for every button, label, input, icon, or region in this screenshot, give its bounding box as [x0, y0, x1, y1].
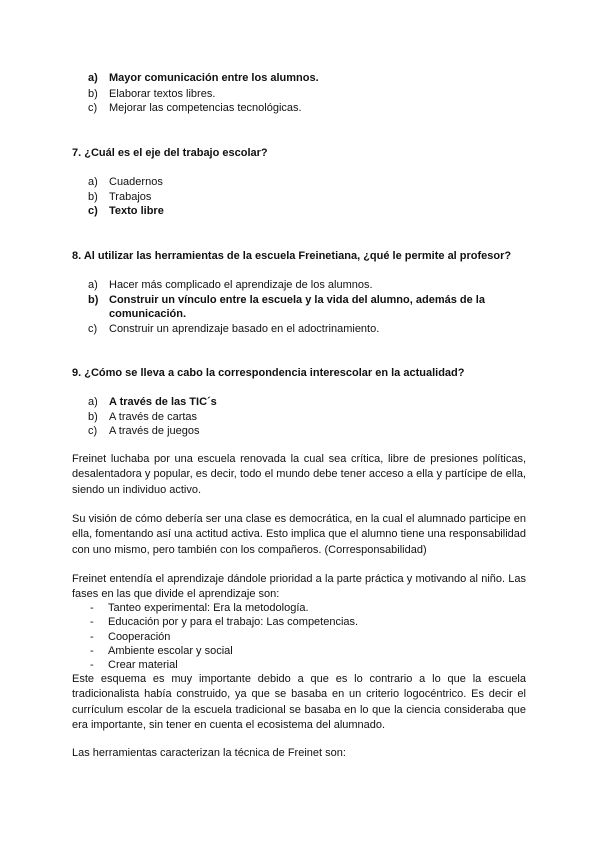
- q8-option-a-text: Hacer más complicado el aprendizaje de los alumnos.: [109, 279, 373, 291]
- phase-item: Cooperación: [108, 631, 171, 643]
- phase-bullet: -: [90, 616, 94, 628]
- phase-bullet: -: [90, 645, 94, 657]
- q9-option-a-letter: a): [88, 396, 98, 408]
- q6-option-c-text: Mejorar las competencias tecnológicas.: [109, 102, 302, 114]
- q7-option-a-letter: a): [88, 176, 98, 188]
- phase-item: Crear material: [108, 659, 178, 671]
- q8-option-c-letter: c): [88, 323, 98, 335]
- phase-bullet: -: [90, 659, 94, 671]
- q8-option-c-text: Construir un aprendizaje basado en el adoctrinamiento.: [109, 323, 380, 335]
- q9-option-a-text: A través de las TIC´s: [109, 396, 217, 408]
- q6-option-a-text: Mayor comunicación entre los alumnos.: [109, 72, 319, 84]
- paragraph-aprendizaje: [72, 572, 526, 603]
- q6-option-b-letter: b): [88, 88, 98, 100]
- q7-question: 7. ¿Cuál es el eje del trabajo escolar?: [72, 147, 268, 159]
- q7-option-a-text: Cuadernos: [109, 176, 163, 188]
- q9-option-b-text: A través de cartas: [109, 411, 198, 423]
- q8-option-b-text-line2: comunicación.: [109, 308, 187, 320]
- q7-option-b-text: Trabajos: [109, 191, 152, 203]
- paragraph-text: Freinet entendía el aprendizaje dándole prioridad a la parte práctica y motivando al niño. Las fases en las que divide el aprendizaje son:: [72, 573, 526, 601]
- paragraph-freinet-escuela: [72, 452, 526, 498]
- phase-bullet: -: [90, 631, 94, 643]
- paragraph-vision-clase: [72, 512, 526, 558]
- q8-question: 8. Al utilizar las herramientas de la escuela Freinetiana, ¿qué le permite al profesor?: [72, 250, 512, 262]
- q9-option-b-letter: b): [88, 411, 98, 423]
- paragraph-esquema: [72, 672, 526, 734]
- q6-option-c-letter: c): [88, 102, 98, 114]
- q8-option-a-letter: a): [88, 279, 98, 291]
- paragraph-text: Freinet luchaba por una escuela renovada la cual sea crítica, libre de presiones políticas, desalentadora y popular, es decir, todo el mundo debe tener acceso a ella y partícipe de ella, siendo un individuo activo.: [72, 453, 526, 496]
- q8-option-b-letter: b): [88, 294, 99, 306]
- paragraph-text: Su visión de cómo debería ser una clase es democrática, en la cual el alumnado participe en ella, fomentando así una actitud activa. Esto implica que el alumno tiene una responsabilidad con uno mismo, pero también con los compañeros. (Corresponsabilidad): [72, 513, 526, 556]
- q7-option-b-letter: b): [88, 191, 98, 203]
- q6-option-b-text: Elaborar textos libres.: [109, 88, 216, 100]
- q6-option-a-letter: a): [88, 72, 98, 84]
- phase-item: Tanteo experimental: Era la metodología.: [108, 602, 309, 614]
- q7-option-c-letter: c): [88, 205, 98, 217]
- q9-question: 9. ¿Cómo se lleva a cabo la correspondencia interescolar en la actualidad?: [72, 367, 465, 379]
- phase-item: Ambiente escolar y social: [108, 645, 233, 657]
- q9-option-c-text: A través de juegos: [109, 425, 200, 437]
- paragraph-herramientas: Las herramientas caracterizan la técnica de Freinet son:: [72, 747, 346, 759]
- phase-item: Educación por y para el trabajo: Las competencias.: [108, 616, 359, 628]
- q7-option-c-text: Texto libre: [109, 205, 164, 217]
- q8-option-b-text-line1: Construir un vínculo entre la escuela y la vida del alumno, además de la: [109, 294, 485, 306]
- phase-bullet: -: [90, 602, 94, 614]
- paragraph-text: Este esquema es muy importante debido a que es lo contrario a lo que la escuela tradicionalista había construido, ya que se basaba en un criterio logocéntrico. Es decir el currículum escolar de la escuela tradicional se basaba en lo que la ciencia consideraba que era importante, sin tener en cuenta el ecosistema del alumnado.: [72, 673, 526, 732]
- q9-option-c-letter: c): [88, 425, 98, 437]
